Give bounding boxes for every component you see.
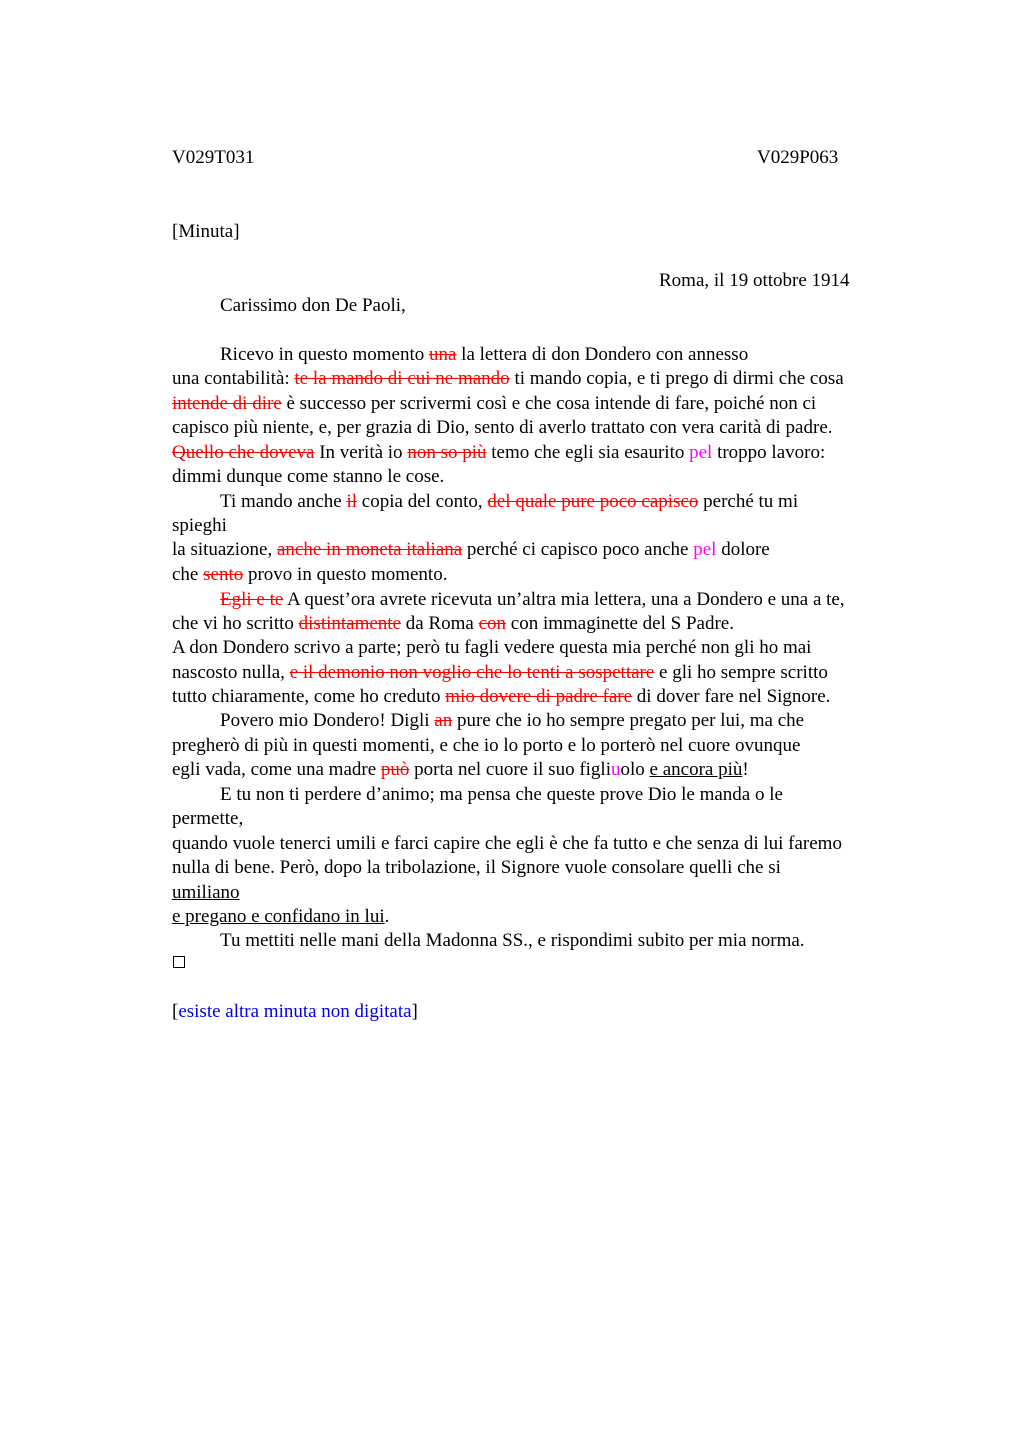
body-line: A don Dondero scrivo a parte; però tu fagli vedere questa mia perché non gli ho mai (172, 637, 812, 658)
deleted-text: mio dovere di padre fare (445, 686, 633, 707)
body-line: Ti mando anche il copia del conto, del quale pure poco capisco perché tu mi (220, 491, 799, 512)
body-line (172, 881, 240, 905)
body-line: che vi ho scritto distintamente da Roma con con immaginette del S Padre. (172, 613, 734, 634)
deleted-text: una (428, 344, 457, 365)
editorial-note: [esiste altra minuta non digitata] (172, 1001, 418, 1022)
left-code: V029T031 (172, 147, 255, 168)
deleted-text: e il demonio non voglio che lo tenti a sospettare (289, 662, 655, 683)
deleted-text: sento (203, 564, 244, 585)
body-line: Egli e te A quest’ora avrete ricevuta un’altra mia lettera, una a Dondero e una a te, (220, 589, 845, 610)
body-line: una contabilità: te la mando di cui ne mando ti mando copia, e ti prego di dirmi che cosa (172, 368, 844, 389)
underlined-text: e pregano e confidano in lui (172, 906, 385, 927)
body-line: permette, (172, 808, 244, 829)
salutation: Carissimo don De Paoli, (220, 295, 406, 316)
body-line: pregherò di più in questi momenti, e che io lo porto e lo porterò nel cuore ovunque (172, 735, 801, 756)
body-line: spieghi (172, 515, 227, 536)
editorial-note-text: esiste altra minuta non digitata (178, 1001, 412, 1022)
body-line: Quello che doveva In verità io non so più temo che egli sia esaurito pel troppo lavoro: (172, 442, 826, 463)
inserted-text: pel (693, 539, 717, 560)
body-line: nascosto nulla, e il demonio non voglio che lo tenti a sospettare e gli ho sempre scritto (172, 662, 828, 683)
deleted-text: con (478, 613, 507, 634)
deleted-text: Quello che doveva (172, 442, 315, 463)
deleted-text: non so più (407, 442, 487, 463)
deleted-text: an (434, 710, 453, 731)
deleted-text: il (346, 491, 358, 512)
body-line: dimmi dunque come stanno le cose. (172, 466, 445, 487)
body-line: Ricevo in questo momento una la lettera di don Dondero con annesso (220, 344, 749, 365)
body-line: E tu non ti perdere d’animo; ma pensa che queste prove Dio le manda o le (220, 784, 783, 805)
deleted-text: può (380, 759, 410, 780)
body-line: che sento provo in questo momento. (172, 564, 448, 585)
deleted-text: te la mando di cui ne mando (294, 368, 510, 389)
body-line: Povero mio Dondero! Digli an pure che io ho sempre pregato per lui, ma che (220, 710, 805, 731)
inserted-text: pel (689, 442, 713, 463)
body-line: Tu mettiti nelle mani della Madonna SS., e rispondimi subito per mia norma. (220, 930, 805, 951)
minuta-label: [Minuta] (172, 221, 240, 242)
right-code: V029P063 (757, 147, 839, 168)
body-line: la situazione, anche in moneta italiana perché ci capisco poco anche pel dolore (172, 539, 770, 560)
deleted-text: del quale pure poco capisco (487, 491, 699, 512)
body-line: capisco più niente, e, per grazia di Dio, sento di averlo trattato con vera carità di padre. (172, 417, 833, 438)
body-line: egli vada, come una madre può porta nel cuore il suo figliuolo e ancora più! (172, 759, 749, 780)
deleted-text: Egli e te (220, 589, 284, 610)
underlined-text: umiliano (172, 882, 240, 903)
body-line: nulla di bene. Però, dopo la tribolazione, il Signore vuole consolare quelli che si (172, 857, 781, 878)
underlined-text: e ancora più (649, 759, 743, 780)
deleted-text: anche in moneta italiana (277, 539, 463, 560)
deleted-text: intende di dire (172, 393, 282, 414)
body-line: tutto chiaramente, come ho creduto mio dovere di padre fare di dover fare nel Signore. (172, 686, 831, 707)
body-line: e pregano e confidano in lui. (172, 906, 390, 927)
body-line: quando vuole tenerci umili e farci capire che egli è che fa tutto e che senza di lui faremo (172, 833, 842, 854)
end-square-marker (173, 956, 185, 968)
body-line: intende di dire è successo per scrivermi così e che cosa intende di fare, poiché non ci (172, 393, 817, 414)
deleted-text: distintamente (298, 613, 402, 634)
place-date: Roma, il 19 ottobre 1914 (659, 270, 850, 291)
inserted-text: u (610, 759, 621, 780)
